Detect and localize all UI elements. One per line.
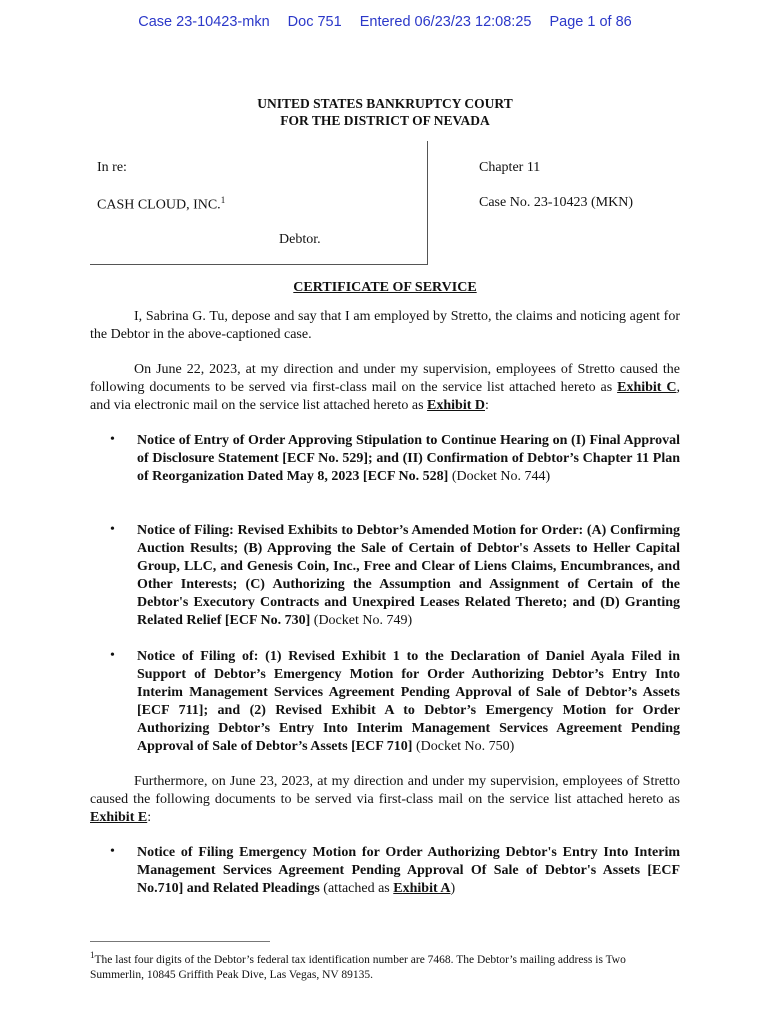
debtor-label: Debtor. [279,232,321,247]
footnote-divider [90,941,270,942]
para2-text-c: : [485,398,489,413]
case-number: Case No. 23-10423 (MKN) [479,195,633,210]
footnote-mark: 1 [90,950,95,960]
bullet-3-docket: (Docket No. 750) [412,739,515,754]
caption-vertical-divider [427,141,428,264]
bullet-icon: • [110,522,115,537]
document-title: CERTIFICATE OF SERVICE [293,280,477,295]
chapter-label: Chapter 11 [479,160,541,175]
bullet-icon: • [110,432,115,447]
footnote [90,948,680,983]
paragraph-1: I, Sabrina G. Tu, depose and say that I am employed by Stretto, the claims and noticing agent for the Debtor in the above-captioned case. [90,309,680,342]
bullet-4-bold: Notice of Filing Emergency Motion for Order Authorizing Debtor's Entry Into Interim Management Services Agreement Pending Approval Of Sale of Debtor's Assets [ECF No.710] and Related Pleadings [137,845,680,896]
bullet-2-bold: Notice of Filing: Revised Exhibits to Debtor’s Amended Motion for Order: (A) Confirming Auction Results; (B) Approving the Sale of Certain of Debtor's Assets to Heller Capital Group, LLC, and Genesis Coin, Inc., Free and Clear of Liens Claims, Encumbrances, and Other Interests; (C) Authorizing the Assumption and Assignment of Certain of the Debtor's Executory Contracts and Unexpired Leases Related Thereto; and (D) Granting Related Relief [ECF No. 730] [137,523,680,628]
caption-horizontal-divider [90,264,428,265]
list-item [137,522,680,630]
para3-text-b: : [147,810,152,825]
bullet-1-docket: (Docket No. 744) [448,469,551,484]
footnote-text: The last four digits of the Debtor’s federal tax identification number are 7468. The Debtor’s mailing address is Two Summerlin, 10845 Griffith Peak Dive, Las Vegas, NV 89135. [90,953,626,981]
bullet-2-docket: (Docket No. 749) [310,613,413,628]
list-item [137,648,680,756]
bullet-icon: • [110,648,115,663]
ecf-header [0,14,770,30]
bullet-1-bold: Notice of Entry of Order Approving Stipulation to Continue Hearing on (I) Final Approval of Disclosure Statement [ECF No. 529]; and (II) Confirmation of Debtor’s Chapter 11 Plan of Reorganization Dated May 8, 2023 [ECF No. 528] [137,433,680,484]
bullet-icon: • [110,844,115,859]
para2-text-a: On June 22, 2023, at my direction and under my supervision, employees of Stretto caused the following documents to be served via first-class mail on the service list attached hereto as [90,362,680,395]
header-entered: Entered 06/23/23 12:08:25 [359,14,532,30]
list-item [137,844,680,898]
exhibit-a-ref: Exhibit A [393,881,451,896]
debtor-footnote-mark: 1 [220,195,226,205]
paragraph-2 [90,361,680,415]
header-doc: Doc 751 [287,14,342,30]
para3-text-a: Furthermore, on June 23, 2023, at my direction and under my supervision, employees of Stretto caused the following documents to be served via first-class mail on the service list attached hereto as [90,774,680,807]
court-line-1: UNITED STATES BANKRUPTCY COURT [257,96,513,111]
court-heading [0,95,770,129]
in-re-label: In re: [97,160,127,175]
bullet-4-plain-a: (attached as [319,881,394,896]
debtor-name [97,195,225,214]
paragraph-3 [90,773,680,827]
para2-text-b: , and via electronic mail on the service list attached hereto as [90,380,680,413]
bullet-3-bold: Notice of Filing of: (1) Revised Exhibit 1 to the Declaration of Daniel Ayala Filed in Support of Debtor’s Emergency Motion for Order Authorizing Debtor’s Entry Into Interim Management Services Agreement Pending Approval of Sale of Debtor’s Assets [ECF 711]; and (2) Revised Exhibit A to Debtor’s Emergency Motion for Order Authorizing Debtor’s Entry Into Interim Management Services Agreement Pending Approval of Sale of Debtor’s Assets [ECF 710] [137,649,680,754]
exhibit-e-ref: Exhibit E [90,810,148,825]
header-page: Page 1 of 86 [549,14,632,30]
list-item [137,432,680,486]
header-case: Case 23-10423-mkn [138,14,270,30]
bullet-4-plain-b: ) [450,881,456,896]
court-line-2: FOR THE DISTRICT OF NEVADA [280,113,490,128]
debtor-name-text: CASH CLOUD, INC. [97,197,221,213]
exhibit-c-ref: Exhibit C [617,380,677,395]
exhibit-d-ref: Exhibit D [427,398,485,413]
